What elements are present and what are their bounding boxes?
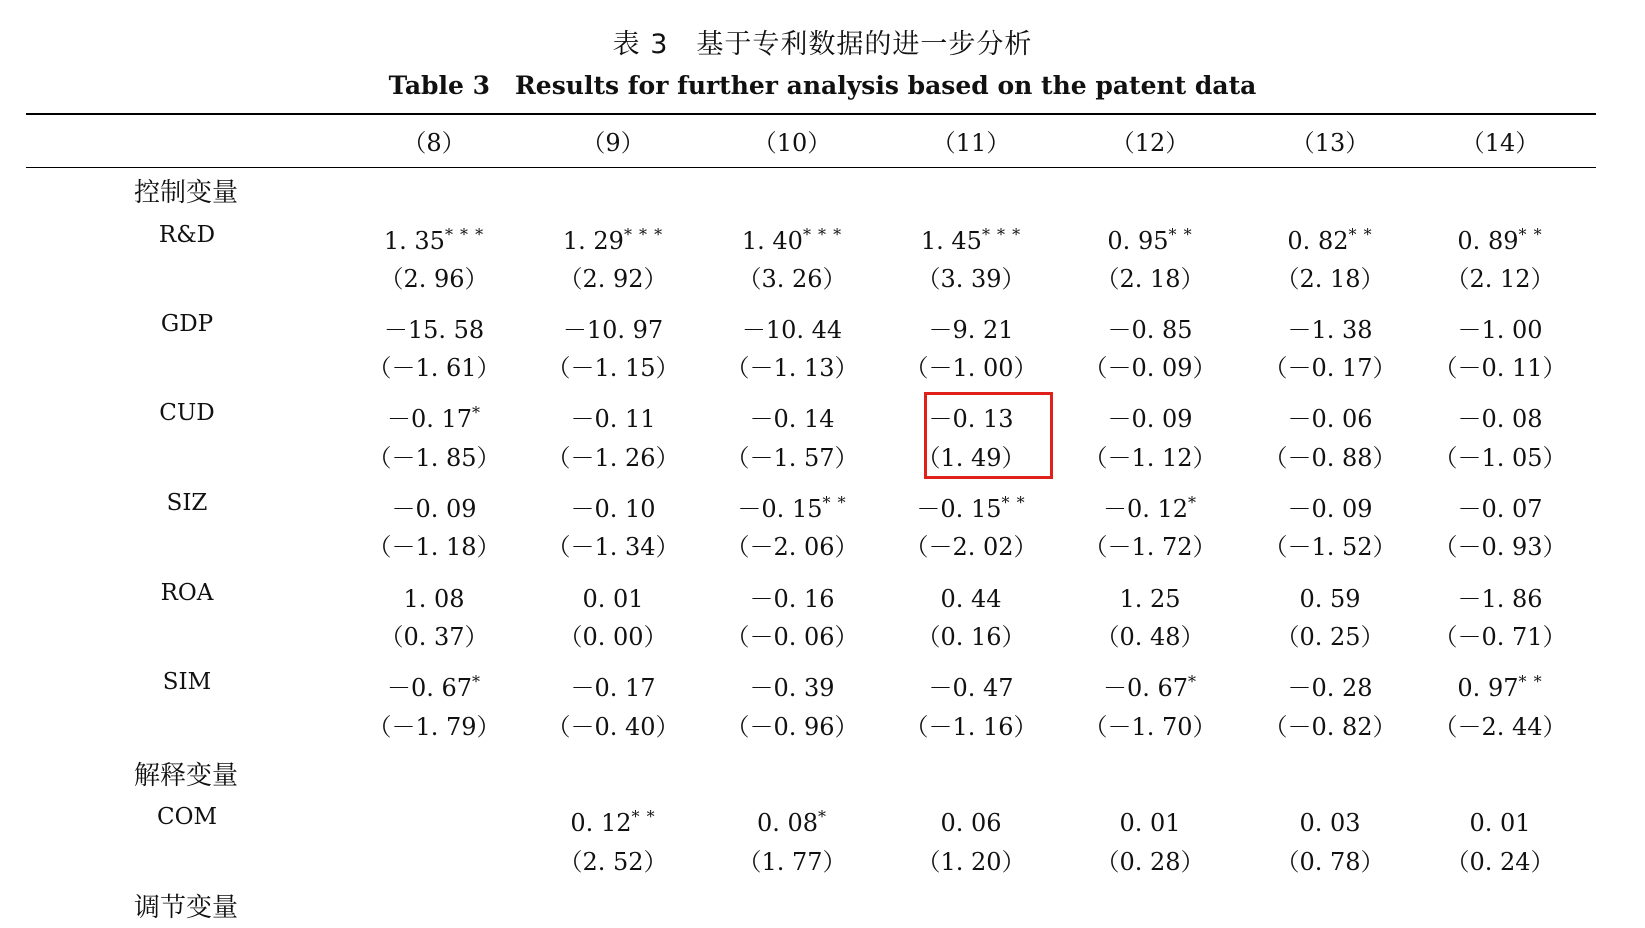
t-stat-cell: （－0. 06） bbox=[725, 623, 859, 651]
t-stat-cell: （－1. 70） bbox=[1083, 713, 1217, 741]
t-stat-cell: （2. 52） bbox=[558, 848, 668, 876]
coef-value: －1. 00 bbox=[1457, 316, 1543, 344]
significance-stars: * bbox=[472, 672, 482, 691]
t-stat-cell: （－1. 72） bbox=[1083, 533, 1217, 561]
coef-cell bbox=[1457, 664, 1542, 706]
coef-cell bbox=[1457, 485, 1542, 527]
coef-cell bbox=[749, 575, 834, 617]
coef-value: －0. 11 bbox=[570, 405, 656, 433]
t-stat-cell: （－1. 57） bbox=[725, 444, 859, 472]
coef-cell bbox=[1287, 395, 1372, 437]
t-stat-cell: （－2. 02） bbox=[904, 533, 1038, 561]
coef-cell bbox=[563, 306, 663, 348]
coef-cell bbox=[928, 664, 1013, 706]
coef-value: 1. 40 bbox=[741, 227, 803, 255]
t-stat-cell: （0. 48） bbox=[1095, 623, 1205, 651]
t-stat-cell: （－0. 40） bbox=[546, 713, 680, 741]
t-stat-cell: （－1. 12） bbox=[1083, 444, 1217, 472]
coef-value: －0. 06 bbox=[1287, 405, 1373, 433]
coef-value: －0. 14 bbox=[749, 405, 835, 433]
coef-value: －0. 16 bbox=[749, 585, 835, 613]
coef-cell bbox=[749, 664, 834, 706]
coef-cell bbox=[1457, 395, 1542, 437]
row-label-sim: SIM bbox=[162, 669, 212, 695]
highlight-box bbox=[924, 392, 1053, 479]
t-stat-cell: （－1. 26） bbox=[546, 444, 680, 472]
t-stat-cell: （3. 39） bbox=[916, 265, 1026, 293]
significance-stars: * * * bbox=[623, 225, 664, 244]
coef-value: 0. 44 bbox=[940, 585, 1002, 613]
row-label-com: COM bbox=[156, 804, 217, 830]
coef-cell bbox=[1103, 664, 1197, 706]
coef-cell bbox=[1457, 306, 1542, 348]
t-stat-cell: （－0. 96） bbox=[725, 713, 859, 741]
t-stat-cell: （0. 25） bbox=[1275, 623, 1385, 651]
coef-value: 0. 97 bbox=[1457, 674, 1519, 702]
coef-cell bbox=[570, 664, 655, 706]
coef-cell bbox=[563, 217, 663, 259]
t-stat-cell: （－1. 05） bbox=[1433, 444, 1567, 472]
significance-stars: * * bbox=[631, 807, 656, 826]
t-stat-cell: （－0. 88） bbox=[1263, 444, 1397, 472]
coef-cell bbox=[742, 217, 842, 259]
significance-stars: * * bbox=[1518, 672, 1543, 691]
section-label-explanatory: 解释变量 bbox=[134, 761, 239, 791]
coef-value: 0. 06 bbox=[940, 809, 1002, 837]
column-header: （10） bbox=[752, 129, 832, 157]
column-header: （8） bbox=[402, 129, 466, 157]
coef-value: 0. 95 bbox=[1107, 227, 1169, 255]
row-label-rd: R&D bbox=[158, 222, 216, 248]
coef-value: －0. 17 bbox=[386, 405, 473, 433]
t-stat-cell: （－1. 18） bbox=[367, 533, 501, 561]
coef-cell bbox=[1107, 395, 1192, 437]
coef-cell bbox=[940, 799, 1001, 841]
t-stat-cell: （－1. 00） bbox=[904, 354, 1038, 382]
coef-value: －0. 15 bbox=[916, 495, 1002, 523]
coef-cell bbox=[1287, 485, 1372, 527]
t-stat-cell: （－1. 52） bbox=[1263, 533, 1397, 561]
coef-cell bbox=[928, 306, 1013, 348]
t-stat-cell: （0. 78） bbox=[1275, 848, 1385, 876]
t-stat-cell: （1. 20） bbox=[916, 848, 1026, 876]
top-rule bbox=[26, 113, 1596, 115]
t-stat-cell: （－0. 11） bbox=[1433, 354, 1567, 382]
coef-cell bbox=[1119, 799, 1180, 841]
coef-cell bbox=[1107, 306, 1192, 348]
coef-value: －0. 09 bbox=[391, 495, 477, 523]
t-stat-cell: （－1. 15） bbox=[546, 354, 680, 382]
coef-cell bbox=[403, 575, 464, 617]
t-stat-cell: （0. 16） bbox=[916, 623, 1026, 651]
coef-cell bbox=[384, 217, 484, 259]
t-stat-cell: （－0. 09） bbox=[1083, 354, 1217, 382]
coef-cell bbox=[916, 485, 1025, 527]
coef-cell bbox=[391, 485, 476, 527]
coef-cell bbox=[1457, 217, 1542, 259]
significance-stars: * * bbox=[1001, 493, 1026, 512]
t-stat-cell: （0. 28） bbox=[1095, 848, 1205, 876]
row-label-gdp: GDP bbox=[160, 311, 214, 337]
coef-value: －0. 08 bbox=[1457, 405, 1543, 433]
coef-value: 0. 89 bbox=[1457, 227, 1519, 255]
t-stat-cell: （3. 26） bbox=[737, 265, 847, 293]
coef-cell bbox=[1287, 217, 1372, 259]
row-label-roa: ROA bbox=[160, 580, 214, 606]
coef-value: －0. 09 bbox=[1287, 495, 1373, 523]
coef-value: 0. 01 bbox=[582, 585, 644, 613]
coef-value: －0. 15 bbox=[737, 495, 823, 523]
t-stat-cell: （－1. 85） bbox=[367, 444, 501, 472]
coef-cell bbox=[1103, 485, 1197, 527]
coef-value: －0. 07 bbox=[1457, 495, 1543, 523]
coef-cell bbox=[940, 575, 1001, 617]
coef-value: －9. 21 bbox=[928, 316, 1014, 344]
t-stat-cell: （2. 96） bbox=[379, 265, 489, 293]
coef-cell bbox=[570, 395, 655, 437]
t-stat-cell: （－1. 79） bbox=[367, 713, 501, 741]
coef-cell bbox=[570, 799, 655, 841]
t-stat-cell: （－0. 82） bbox=[1263, 713, 1397, 741]
coef-cell bbox=[387, 395, 481, 437]
coef-cell bbox=[387, 664, 481, 706]
coef-value: 0. 03 bbox=[1299, 809, 1361, 837]
significance-stars: * * bbox=[1518, 225, 1543, 244]
coef-cell bbox=[1299, 575, 1360, 617]
t-stat-cell: （0. 37） bbox=[379, 623, 489, 651]
coef-value: －0. 10 bbox=[570, 495, 656, 523]
coef-value: －0. 67 bbox=[1102, 674, 1189, 702]
coef-value: －0. 67 bbox=[386, 674, 473, 702]
section-label-control: 控制变量 bbox=[134, 178, 239, 208]
significance-stars: * * * bbox=[802, 225, 843, 244]
significance-stars: * * bbox=[1348, 225, 1373, 244]
significance-stars: * bbox=[818, 807, 828, 826]
coef-value: 1. 35 bbox=[383, 227, 445, 255]
t-stat-cell: （2. 18） bbox=[1275, 265, 1385, 293]
t-stat-cell: （2. 92） bbox=[558, 265, 668, 293]
column-header: （9） bbox=[581, 129, 645, 157]
t-stat-cell: （0. 24） bbox=[1445, 848, 1555, 876]
column-header: （11） bbox=[931, 129, 1011, 157]
coef-cell bbox=[1287, 664, 1372, 706]
t-stat-cell: （2. 18） bbox=[1095, 265, 1205, 293]
coef-cell bbox=[737, 485, 846, 527]
coef-value: 0. 01 bbox=[1119, 809, 1181, 837]
t-stat-cell: （－0. 93） bbox=[1433, 533, 1567, 561]
coef-value: －0. 13 bbox=[928, 405, 1014, 433]
coef-value: 1. 25 bbox=[1119, 585, 1181, 613]
coef-cell bbox=[742, 306, 842, 348]
coef-value: 0. 82 bbox=[1287, 227, 1349, 255]
table-title-cn: 表 3 基于专利数据的进一步分析 bbox=[612, 29, 1033, 60]
section-label-moderating: 调节变量 bbox=[134, 893, 239, 923]
column-header-row bbox=[0, 125, 1645, 161]
t-stat-cell: （1. 77） bbox=[737, 848, 847, 876]
column-header: （13） bbox=[1290, 129, 1370, 157]
significance-stars: * * * bbox=[981, 225, 1022, 244]
coef-cell bbox=[1299, 799, 1360, 841]
coef-cell bbox=[1119, 575, 1180, 617]
coef-value: －15. 58 bbox=[383, 316, 485, 344]
t-stat-cell: （2. 12） bbox=[1445, 265, 1555, 293]
column-header: （14） bbox=[1460, 129, 1540, 157]
coef-value: 0. 01 bbox=[1469, 809, 1531, 837]
table-title-en: Table 3 Results for further analysis based on the patent data bbox=[388, 71, 1257, 100]
coef-cell bbox=[1107, 217, 1192, 259]
coef-cell bbox=[757, 799, 827, 841]
significance-stars: * bbox=[1188, 672, 1198, 691]
coef-value: －1. 86 bbox=[1457, 585, 1543, 613]
coef-value: 0. 12 bbox=[570, 809, 632, 837]
significance-stars: * bbox=[1188, 493, 1198, 512]
coef-value: －0. 39 bbox=[749, 674, 835, 702]
coef-value: －1. 38 bbox=[1287, 316, 1373, 344]
t-stat-cell: （－2. 44） bbox=[1433, 713, 1567, 741]
coef-value: 1. 45 bbox=[920, 227, 982, 255]
row-label-cud: CUD bbox=[159, 400, 215, 426]
header-rule bbox=[26, 167, 1596, 168]
coef-value: －10. 44 bbox=[741, 316, 843, 344]
coef-value: －0. 09 bbox=[1107, 405, 1193, 433]
coef-value: －0. 28 bbox=[1287, 674, 1373, 702]
significance-stars: * * bbox=[1168, 225, 1193, 244]
row-label-siz: SIZ bbox=[166, 490, 208, 516]
t-stat-cell: （－1. 16） bbox=[904, 713, 1038, 741]
coef-value: －0. 17 bbox=[570, 674, 656, 702]
coef-value: 1. 08 bbox=[403, 585, 465, 613]
coef-value: 0. 08 bbox=[756, 809, 819, 837]
coef-cell bbox=[1469, 799, 1530, 841]
coef-cell bbox=[1287, 306, 1372, 348]
t-stat-cell: （1. 49） bbox=[916, 444, 1026, 472]
significance-stars: * * * bbox=[444, 225, 485, 244]
t-stat-cell: （－1. 34） bbox=[546, 533, 680, 561]
coef-value: －0. 85 bbox=[1107, 316, 1193, 344]
significance-stars: * bbox=[472, 403, 482, 422]
t-stat-cell: （－1. 13） bbox=[725, 354, 859, 382]
coef-cell bbox=[582, 575, 643, 617]
coef-value: 1. 29 bbox=[562, 227, 624, 255]
t-stat-cell: （－0. 17） bbox=[1263, 354, 1397, 382]
t-stat-cell: （－0. 71） bbox=[1433, 623, 1567, 651]
coef-cell bbox=[570, 485, 655, 527]
coef-cell bbox=[1457, 575, 1542, 617]
coef-value: －0. 47 bbox=[928, 674, 1014, 702]
coef-cell bbox=[384, 306, 484, 348]
coef-value: －10. 97 bbox=[562, 316, 664, 344]
coef-value: －0. 12 bbox=[1102, 495, 1189, 523]
t-stat-cell: （－2. 06） bbox=[725, 533, 859, 561]
column-header: （12） bbox=[1110, 129, 1190, 157]
t-stat-cell: （－1. 61） bbox=[367, 354, 501, 382]
coef-cell bbox=[749, 395, 834, 437]
significance-stars: * * bbox=[822, 493, 847, 512]
coef-value: 0. 59 bbox=[1299, 585, 1361, 613]
t-stat-cell: （0. 00） bbox=[558, 623, 668, 651]
coef-cell bbox=[921, 217, 1021, 259]
